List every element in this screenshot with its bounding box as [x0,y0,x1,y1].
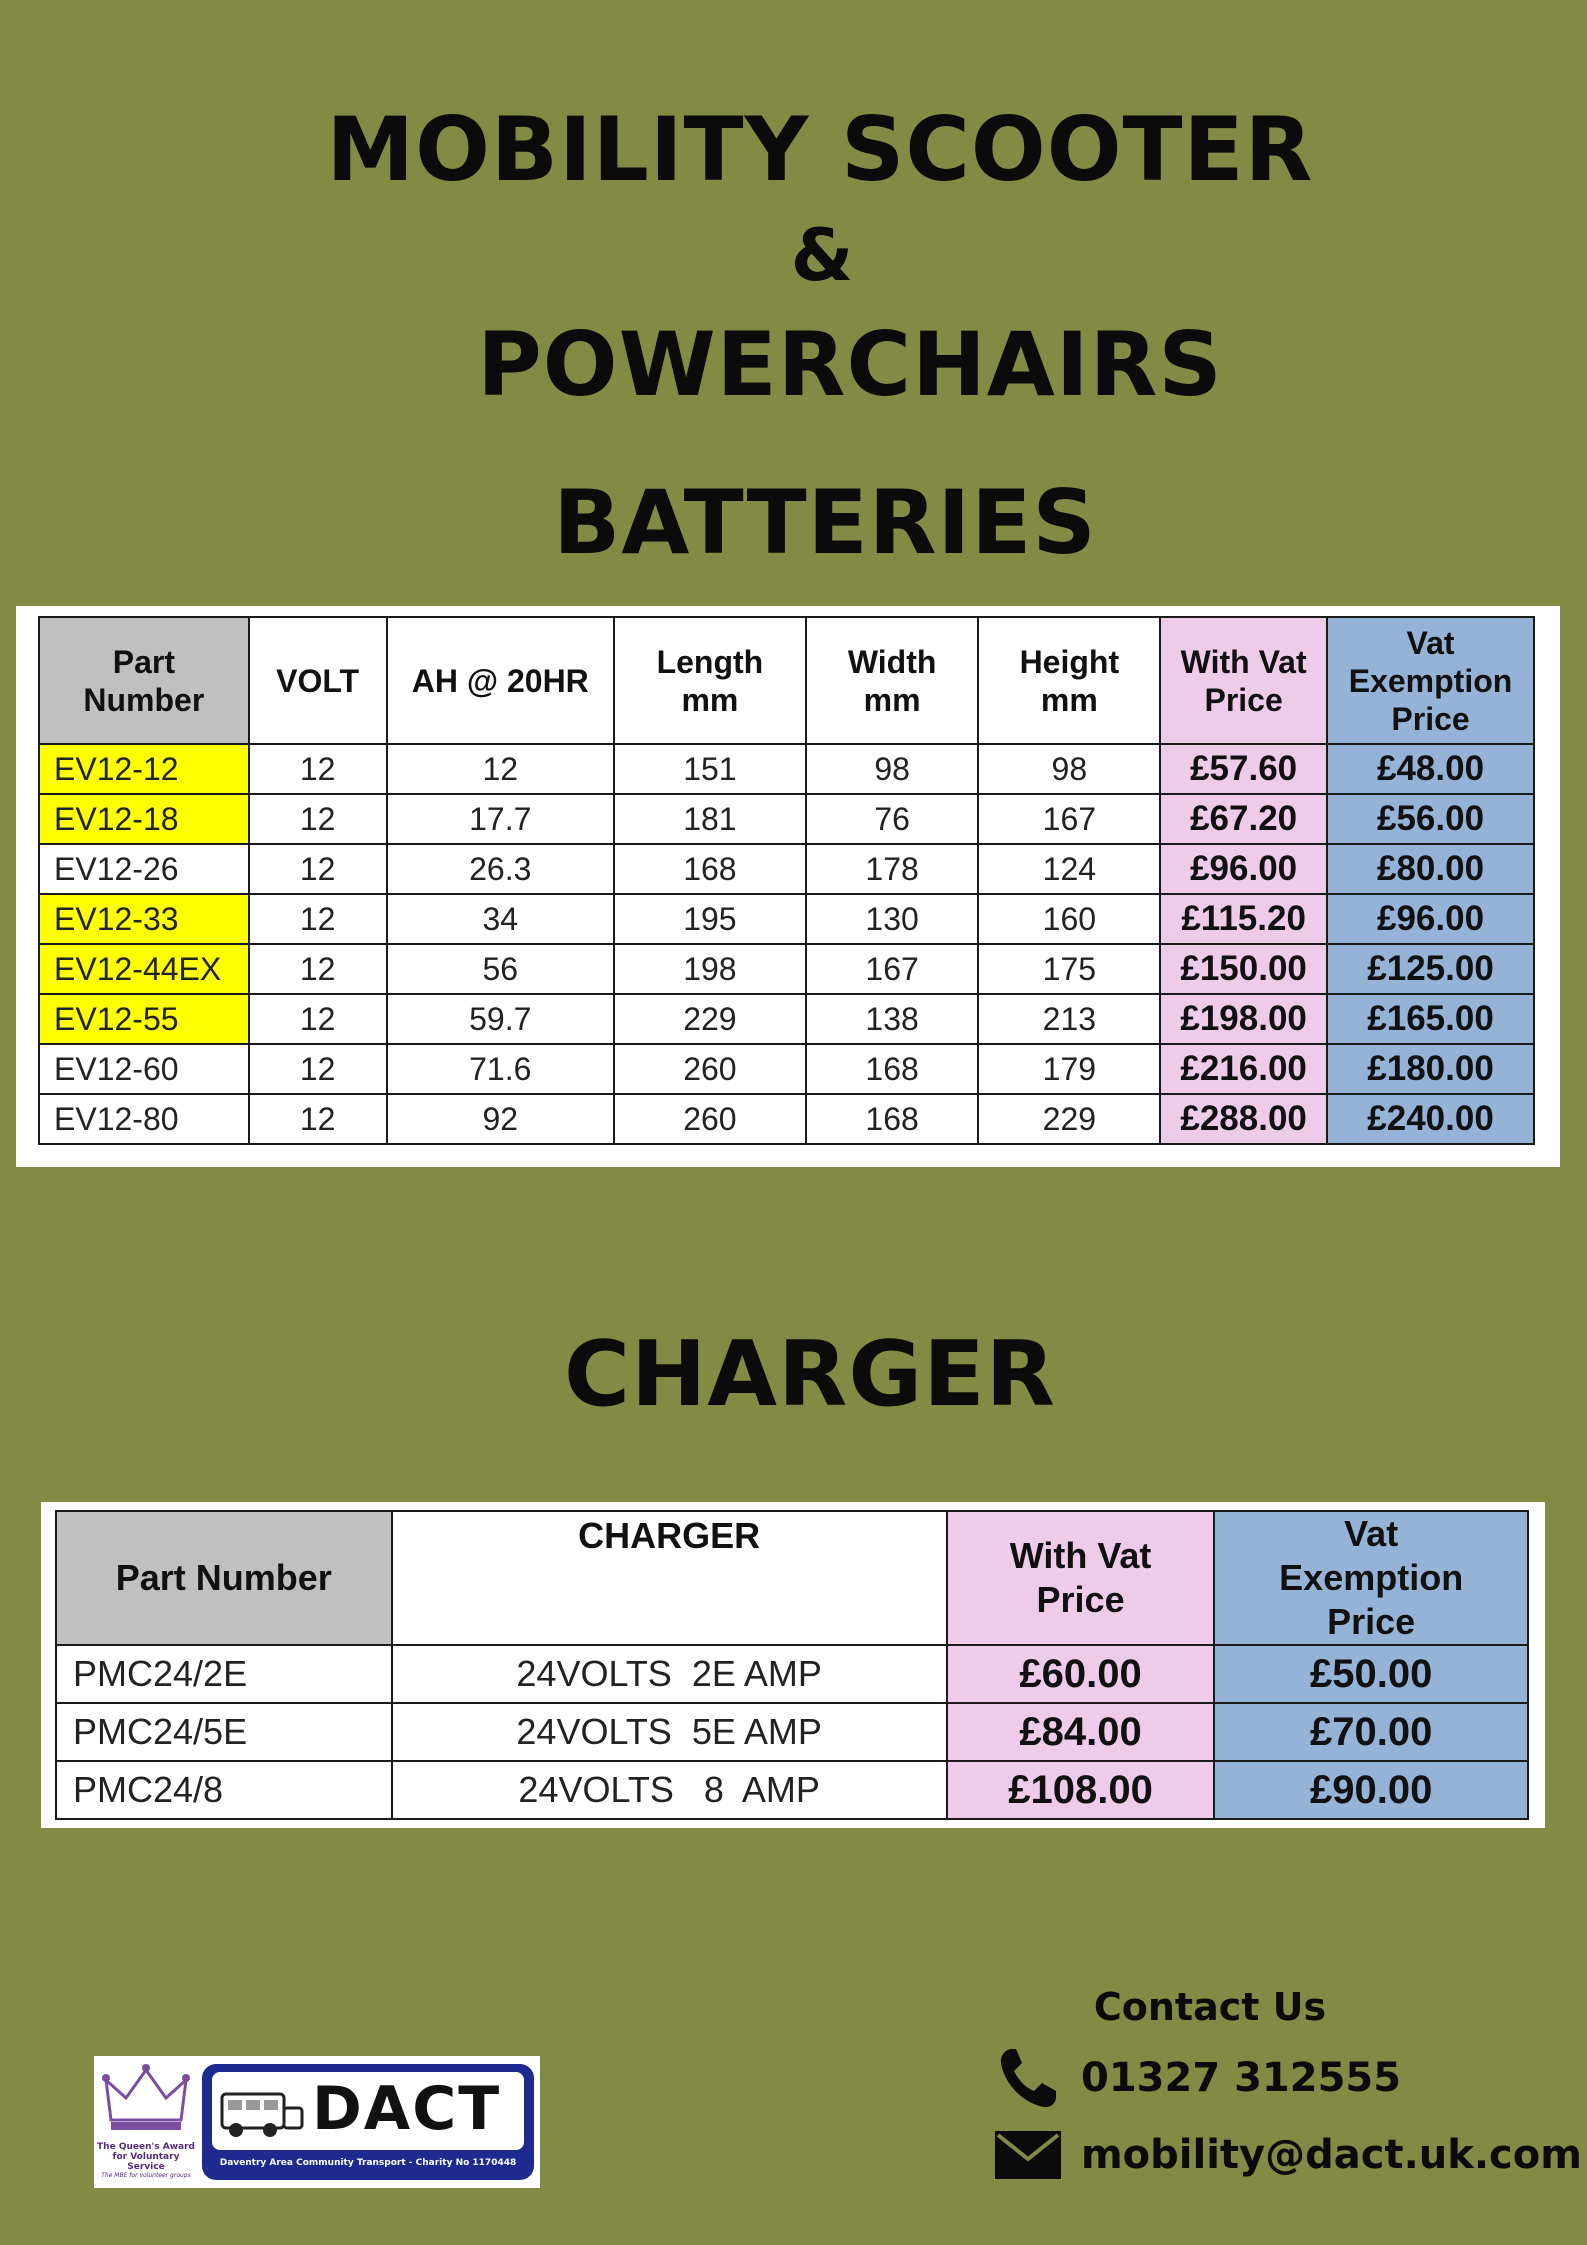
batteries-table-body [39,744,1534,1144]
batteries-cell-height: 175 [978,944,1160,994]
contact-email[interactable] [995,2122,1582,2188]
charger-cell-exempt: £50.00 [1214,1645,1528,1703]
charger-table-row [56,1703,1528,1761]
charger-table-row [56,1645,1528,1703]
batteries-cell-vat: £96.00 [1160,844,1327,894]
batteries-cell-exempt: £56.00 [1327,794,1534,844]
charger-cell-vat: £108.00 [947,1761,1215,1819]
charger-table-body [56,1645,1528,1819]
batteries-cell-volt: 12 [249,794,387,844]
batteries-cell-width: 98 [806,744,979,794]
batteries-cell-length: 260 [614,1044,806,1094]
section-title-charger: CHARGER [564,1322,1056,1427]
batteries-cell-height: 167 [978,794,1160,844]
charger-table [55,1510,1529,1820]
batteries-cell-ah: 34 [387,894,615,944]
batteries-cell-height: 229 [978,1094,1160,1144]
batteries-cell-vat: £216.00 [1160,1044,1327,1094]
batteries-table-row [39,794,1534,844]
batteries-cell-vat: £288.00 [1160,1094,1327,1144]
batteries-cell-volt: 12 [249,1044,387,1094]
charger-cell-exempt: £70.00 [1214,1703,1528,1761]
award-subcaption: The MBE for volunteer groups [101,2172,191,2179]
charger-header-cell: Part Number [56,1511,392,1645]
batteries-cell-vat: £57.60 [1160,744,1327,794]
batteries-cell-width: 168 [806,1044,979,1094]
batteries-cell-exempt: £125.00 [1327,944,1534,994]
envelope-icon [995,2122,1061,2188]
charger-cell-exempt: £90.00 [1214,1761,1528,1819]
batteries-cell-part: EV12-12 [39,744,249,794]
batteries-table-row [39,1044,1534,1094]
batteries-cell-ah: 17.7 [387,794,615,844]
batteries-cell-width: 178 [806,844,979,894]
batteries-table-panel [16,606,1560,1167]
batteries-cell-length: 260 [614,1094,806,1144]
batteries-cell-length: 181 [614,794,806,844]
contact-phone[interactable] [995,2045,1401,2111]
batteries-cell-volt: 12 [249,1094,387,1144]
batteries-header-cell: VOLT [249,617,387,744]
batteries-cell-volt: 12 [249,844,387,894]
batteries-table-row [39,744,1534,794]
batteries-cell-length: 151 [614,744,806,794]
award-caption: The Queen's Award for Voluntary Service [97,2142,195,2172]
batteries-cell-exempt: £180.00 [1327,1044,1534,1094]
batteries-header-cell: Width mm [806,617,979,744]
title-mobility-scooter: MOBILITY SCOOTER [326,98,1314,201]
charger-header-cell: Vat Exemption Price [1214,1511,1528,1645]
batteries-cell-width: 167 [806,944,979,994]
batteries-cell-length: 195 [614,894,806,944]
batteries-cell-ah: 71.6 [387,1044,615,1094]
batteries-cell-ah: 12 [387,744,615,794]
batteries-cell-ah: 59.7 [387,994,615,1044]
batteries-cell-length: 168 [614,844,806,894]
batteries-cell-height: 179 [978,1044,1160,1094]
batteries-cell-part: EV12-60 [39,1044,249,1094]
batteries-cell-vat: £115.20 [1160,894,1327,944]
batteries-header-cell: Length mm [614,617,806,744]
charger-cell-part: PMC24/2E [56,1645,392,1703]
batteries-table [38,616,1535,1145]
batteries-cell-volt: 12 [249,994,387,1044]
batteries-header-cell: Part Number [39,617,249,744]
batteries-cell-height: 124 [978,844,1160,894]
batteries-cell-width: 76 [806,794,979,844]
section-title-batteries: BATTERIES [553,471,1097,574]
batteries-cell-width: 168 [806,1094,979,1144]
batteries-cell-ah: 26.3 [387,844,615,894]
batteries-cell-ah: 56 [387,944,615,994]
batteries-cell-part: EV12-18 [39,794,249,844]
batteries-cell-exempt: £165.00 [1327,994,1534,1044]
charger-cell-part: PMC24/5E [56,1703,392,1761]
charger-table-row [56,1761,1528,1819]
batteries-cell-volt: 12 [249,944,387,994]
charger-cell-vat: £60.00 [947,1645,1215,1703]
queens-award-logo [96,2058,196,2186]
batteries-table-row [39,994,1534,1044]
batteries-cell-volt: 12 [249,744,387,794]
batteries-cell-height: 213 [978,994,1160,1044]
batteries-cell-part: EV12-55 [39,994,249,1044]
batteries-table-row [39,1094,1534,1144]
batteries-table-row [39,944,1534,994]
charger-cell-vat: £84.00 [947,1703,1215,1761]
batteries-cell-part: EV12-80 [39,1094,249,1144]
dact-brand: DACT [312,2074,502,2144]
dact-strapline: Daventry Area Community Transport - Charity No 1170448 [219,2158,517,2168]
charger-cell-desc: 24VOLTS 5E AMP [392,1703,947,1761]
batteries-cell-part: EV12-44EX [39,944,249,994]
charger-cell-part: PMC24/8 [56,1761,392,1819]
batteries-cell-vat: £150.00 [1160,944,1327,994]
dact-badge [202,2064,534,2180]
title-ampersand: & [790,213,855,297]
batteries-cell-vat: £67.20 [1160,794,1327,844]
batteries-cell-volt: 12 [249,894,387,944]
batteries-table-row [39,894,1534,944]
minibus-icon [218,2076,308,2146]
batteries-cell-exempt: £48.00 [1327,744,1534,794]
batteries-cell-height: 98 [978,744,1160,794]
title-powerchairs: POWERCHAIRS [477,313,1223,416]
batteries-header-cell: With Vat Price [1160,617,1327,744]
charger-header-row [56,1511,1528,1645]
charger-cell-desc: 24VOLTS 8 AMP [392,1761,947,1819]
batteries-cell-height: 160 [978,894,1160,944]
batteries-header-row [39,617,1534,744]
charger-table-panel [41,1502,1545,1828]
batteries-cell-exempt: £240.00 [1327,1094,1534,1144]
charger-cell-desc: 24VOLTS 2E AMP [392,1645,947,1703]
batteries-table-row [39,844,1534,894]
phone-number[interactable]: 01327 312555 [1081,2055,1402,2101]
charger-header-cell: CHARGER [392,1511,947,1645]
batteries-cell-part: EV12-33 [39,894,249,944]
batteries-cell-vat: £198.00 [1160,994,1327,1044]
contact-heading: Contact Us [1093,1985,1327,2029]
batteries-cell-exempt: £80.00 [1327,844,1534,894]
batteries-cell-exempt: £96.00 [1327,894,1534,944]
batteries-cell-width: 130 [806,894,979,944]
dact-logo [94,2056,540,2188]
batteries-cell-part: EV12-26 [39,844,249,894]
batteries-cell-length: 198 [614,944,806,994]
batteries-cell-length: 229 [614,994,806,1044]
batteries-cell-width: 138 [806,994,979,1044]
batteries-header-cell: Height mm [978,617,1160,744]
batteries-header-cell: Vat Exemption Price [1327,617,1534,744]
batteries-header-cell: AH @ 20HR [387,617,615,744]
crown-icon [96,2058,196,2138]
batteries-cell-ah: 92 [387,1094,615,1144]
charger-header-cell: With Vat Price [947,1511,1215,1645]
email-address[interactable]: mobility@dact.uk.com [1081,2132,1582,2178]
phone-icon [995,2045,1061,2111]
